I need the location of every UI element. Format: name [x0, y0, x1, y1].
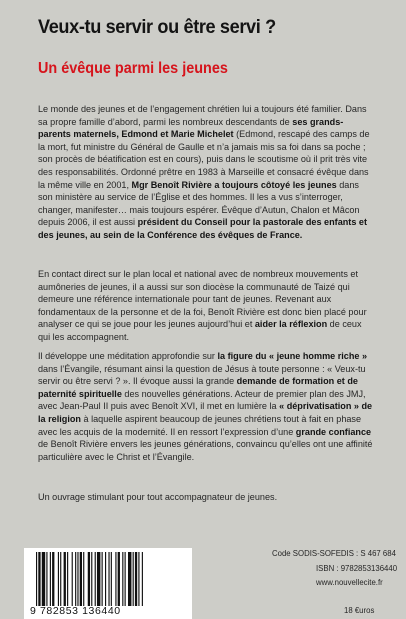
emphasis-text: aider la réflexion [254, 319, 328, 330]
barcode-bar [115, 552, 116, 606]
book-title: Veux-tu servir ou être servi ? [38, 16, 276, 38]
barcode-bar [38, 552, 40, 606]
body-text-run: de Benoît Rivière envers les jeunes générations, convaincu qu’elles ont une affinité particulière avec le Christ et l’Évangile. [38, 439, 373, 462]
emphasis-text: la figure du « jeune homme riche » [217, 351, 368, 361]
emphasis-text: ses grands-parents maternels, Edmond et Marie Michelet [38, 116, 344, 140]
barcode-bar [67, 552, 68, 606]
barcode-bar [80, 552, 82, 606]
publisher-website: www.nouvellecite.fr [316, 578, 383, 587]
barcode-bar [60, 552, 61, 606]
price: 18 €uros [344, 606, 375, 615]
emphasis-text: grande confiance [295, 426, 372, 437]
body-text-run: de ceux qui les accompagnent. [38, 319, 362, 342]
barcode-bar [138, 552, 139, 606]
paragraph-conclusion [38, 491, 374, 504]
barcode-bar [83, 552, 84, 606]
barcode-bar [42, 552, 45, 606]
isbn: ISBN : 9782853136440 [316, 564, 398, 573]
barcode-bar [118, 552, 120, 606]
book-subtitle: Un évêque parmi les jeunes [38, 60, 228, 77]
emphasis-text: Mgr Benoît Rivière a toujours côtoyé les jeunes [131, 179, 337, 190]
barcode-bar [108, 552, 109, 606]
barcode-number: 9 782853 136440 [30, 605, 121, 617]
barcode-bar [111, 552, 112, 606]
barcode-bar [128, 552, 131, 606]
barcode-bar [133, 552, 134, 606]
barcode-bar [102, 552, 103, 606]
barcode-bar [36, 552, 37, 606]
barcode-bar [88, 552, 90, 606]
barcode-bar [50, 552, 51, 606]
paragraph-context [38, 268, 374, 344]
body-text-run: Il développe une méditation approfondie sur [38, 351, 218, 361]
body-text-run: dans son ministère au service de l’Église et des hommes. Il les a vus s’interroger, changer, manifester… mais toujours espérer. Évêque d’Autun, Chalon et Mâcon depuis 2006, il est aussi [38, 179, 360, 228]
barcode-bar [75, 552, 76, 606]
barcode-bar [95, 552, 96, 606]
barcode-bar [46, 552, 47, 606]
paragraph-biography [38, 103, 374, 242]
barcode-bar [142, 552, 143, 606]
barcode-bar [52, 552, 54, 606]
body-text-run: Un ouvrage stimulant pour tout accompagnateur de jeunes. [38, 492, 278, 502]
barcode-bar [58, 552, 59, 606]
distributor-code: Code SODIS-SOFEDIS : S 467 684 [272, 549, 396, 558]
paragraph-content [38, 350, 374, 463]
barcode-bar [122, 552, 123, 606]
body-text-run: Le monde des jeunes et de l’engagement chrétien lui a toujours été familier. Dans sa propre famille d’abord, parmi les nombreux descendants de [38, 104, 367, 127]
body-text-run: des nouvelles générations. Acteur de premier plan des JMJ, avec Jean-Paul II puis avec Benoît XVI, il met en lumière la [38, 388, 366, 412]
body-text-run: (Edmond, rescapé des camps de la mort, fut ministre du Général de Gaulle et n’a jamais mis sa foi dans sa poche ; son procès de béatification est en cours), puis dans le scoutisme où il prit très vite des responsabilités. Ordonné prêtre en 1983 à Marseille et consacré évêque dans la même ville en 2001, [38, 129, 370, 190]
barcode-bar [125, 552, 126, 606]
barcode-bar [64, 552, 66, 606]
body-text-run: dans l’Évangile, résumant ainsi la question de Jésus à toute personne : « Veux-tu servir ou être servi ? ». Il évoque aussi la grande [38, 363, 366, 387]
barcode-bar [105, 552, 106, 606]
barcode-bar [135, 552, 137, 606]
barcode-bar [91, 552, 92, 606]
body-text-run: En contact direct sur le plan local et national avec de nombreux mouvements et aumôneries de jeunes, il a aussi sur son diocèse la communauté de Taizé qui demeure une référence internationale pour tant de jeunes. Revenant aux fondamentaux de la personne et de la foi, Benoît Rivière est donc bien placé pour analyser ce qui se joue pour les jeunes aujourd’hui et [38, 269, 367, 330]
body-text-run: à laquelle aspirent beaucoup de jeunes chrétiens tout à fait en phase avec les acquis de la modernité. Il en ressort l’expression d’une [38, 413, 362, 437]
barcode-bar [72, 552, 73, 606]
barcode-bars [36, 552, 184, 606]
barcode-bar [97, 552, 100, 606]
emphasis-text: demande de formation et de paternité spirituelle [38, 376, 358, 399]
barcode-bar [77, 552, 78, 606]
barcode [24, 548, 192, 619]
emphasis-text: « déprivatisation » de la religion [38, 401, 373, 424]
emphasis-text: président du Conseil pour la pastorale des enfants et des jeunes, au sein de la Conférence des évêques de France. [38, 217, 368, 240]
